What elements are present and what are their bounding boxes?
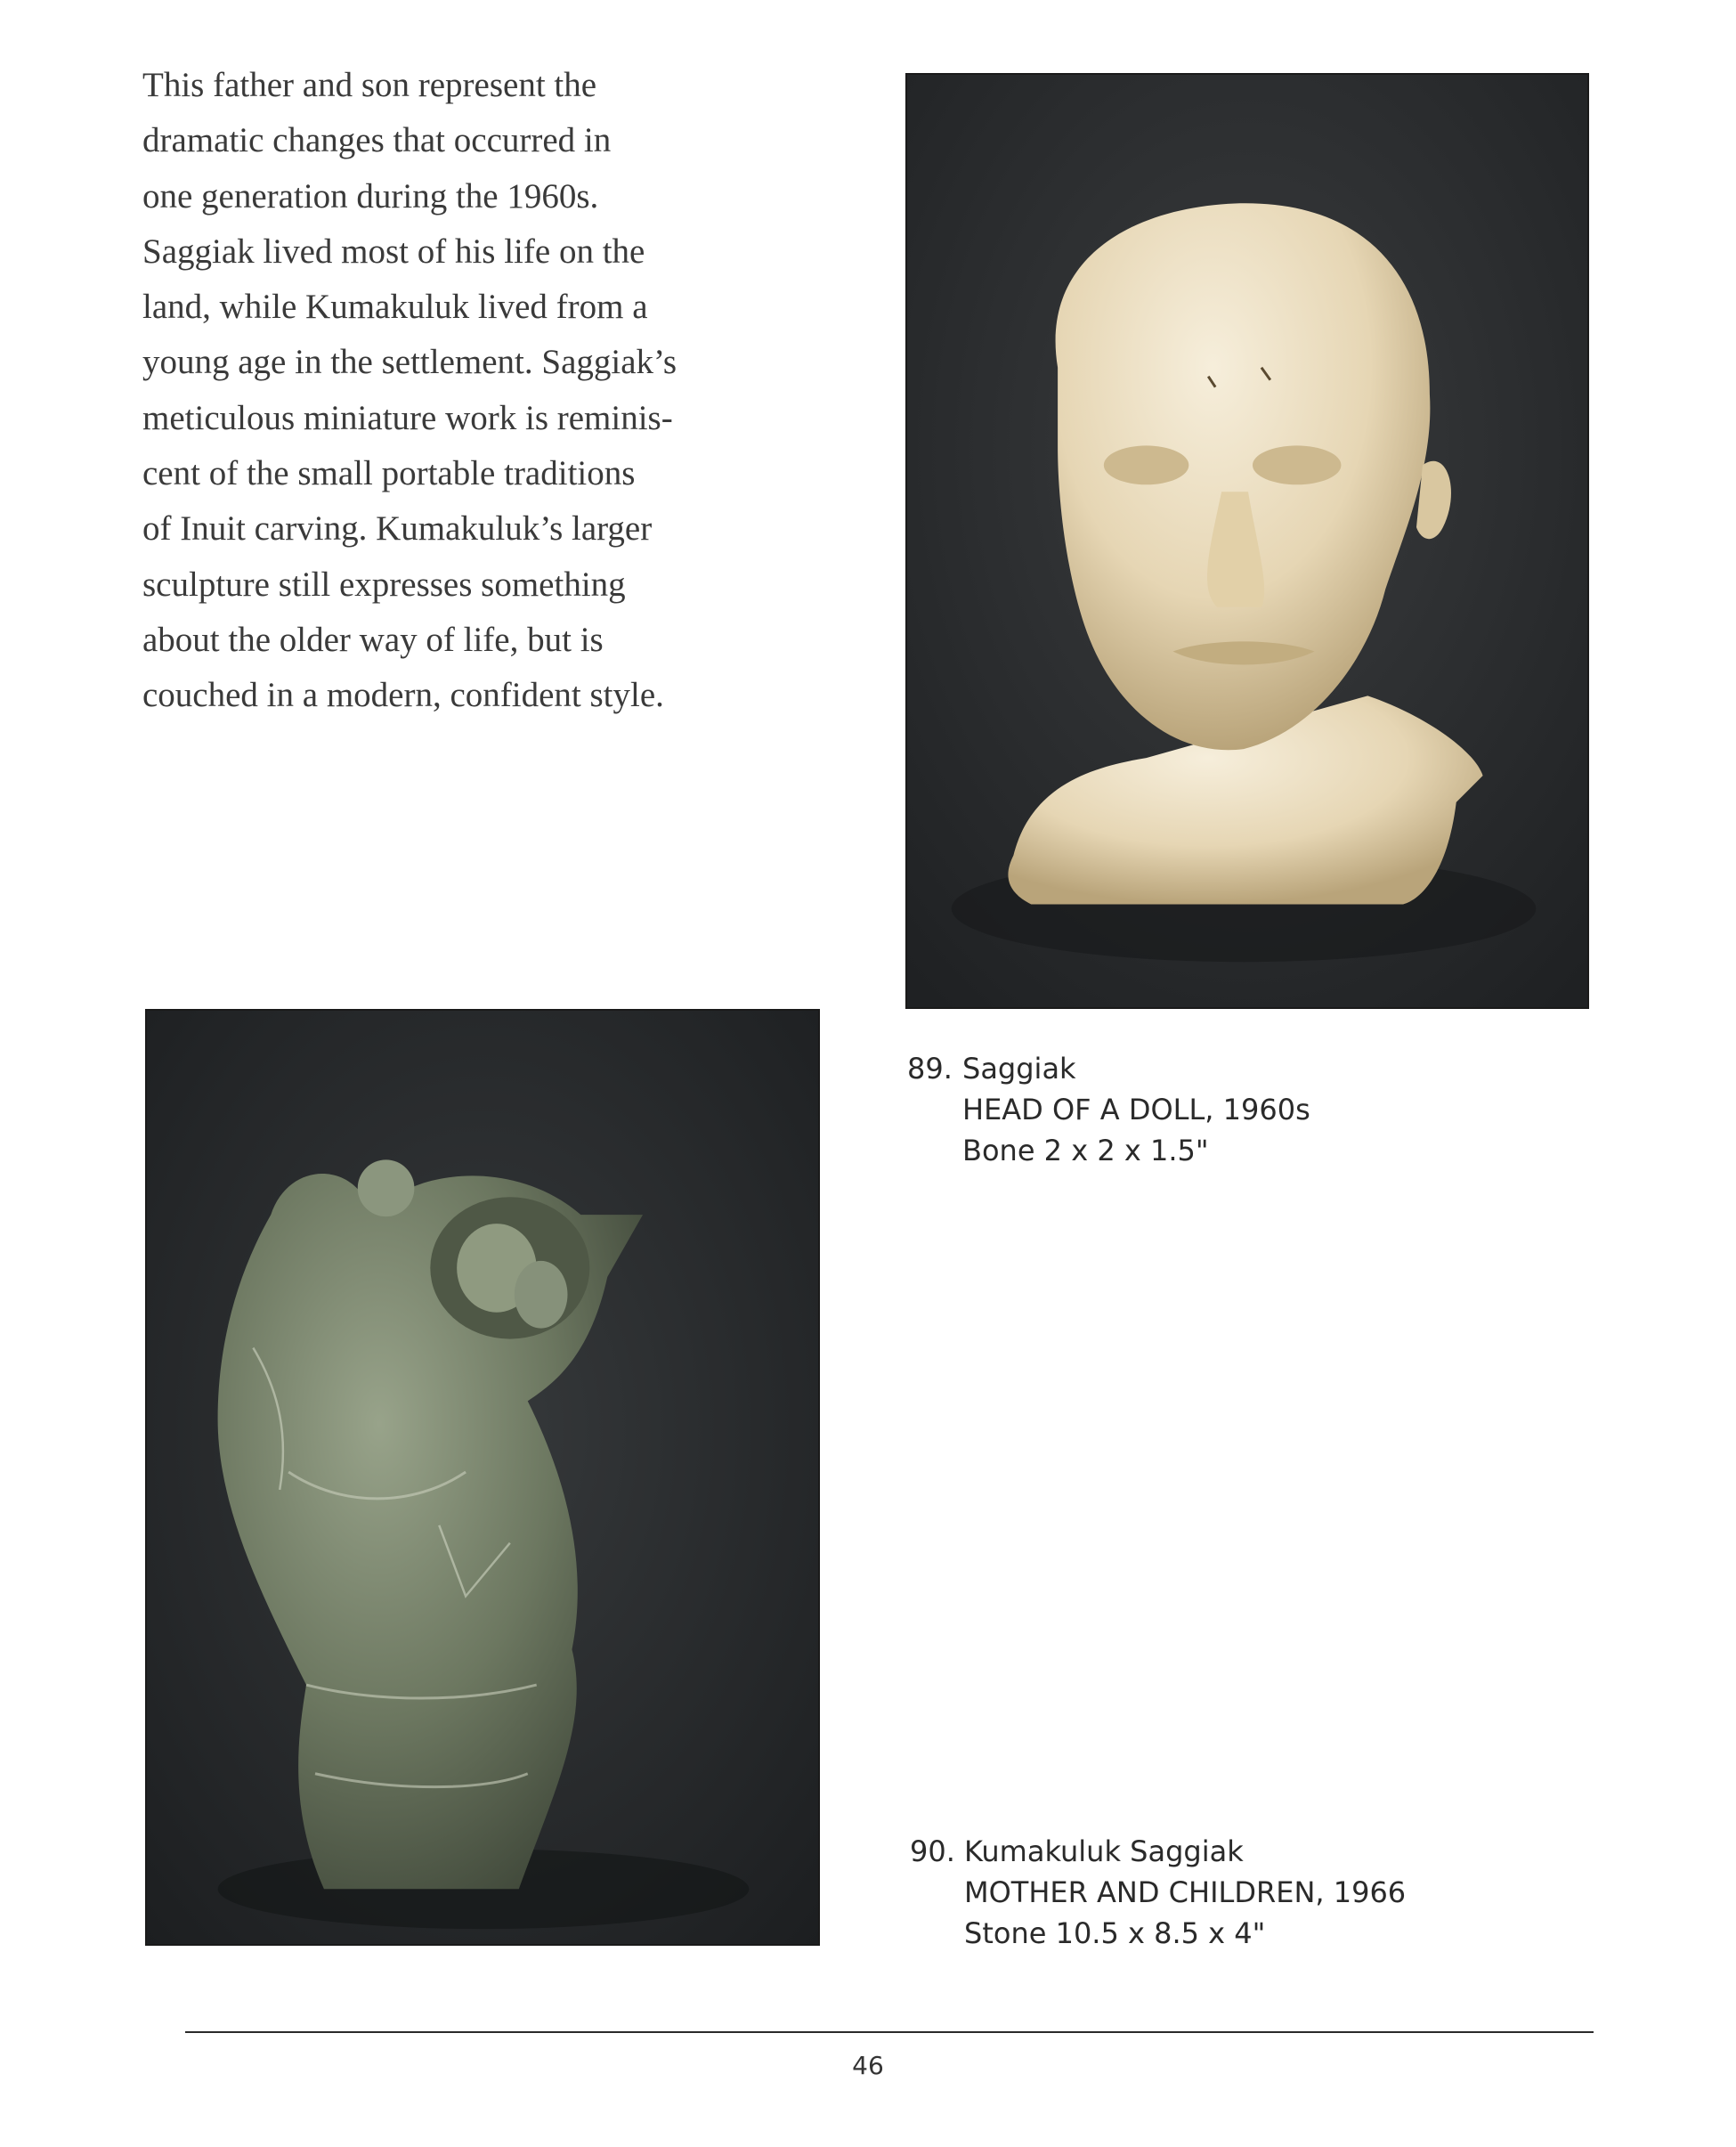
intro-line: land, while Kumakuluk lived from a <box>142 288 648 327</box>
intro-line: meticulous miniature work is reminis- <box>142 398 673 437</box>
intro-line: one generation during the 1960s. <box>142 176 599 216</box>
plate-title: MOTHER AND CHILDREN, 1966 <box>964 1875 1407 1909</box>
intro-line: Saggiak lived most of his life on the <box>142 232 645 271</box>
page-number: 46 <box>852 2051 884 2080</box>
plate-89-caption <box>907 1048 1310 1171</box>
plate-number: 89. <box>907 1052 953 1086</box>
intro-line: sculpture still expresses something <box>142 565 626 604</box>
intro-line: about the older way of life, but is <box>142 620 604 659</box>
intro-line: dramatic changes that occurred in <box>142 121 612 160</box>
plate-artist: Kumakuluk Saggiak <box>964 1834 1244 1868</box>
intro-line: of Inuit carving. Kumakuluk’s larger <box>142 509 653 549</box>
plate-medium: Stone 10.5 x 8.5 x 4" <box>964 1916 1266 1950</box>
bone-head-sculpture-photo <box>905 73 1589 1009</box>
intro-text <box>142 58 766 724</box>
intro-line: young age in the settlement. Saggiak’s <box>142 343 677 382</box>
intro-line: cent of the small portable traditions <box>142 454 636 493</box>
plate-title: HEAD OF A DOLL, 1960s <box>962 1093 1310 1126</box>
plate-number: 90. <box>910 1834 955 1868</box>
stone-mother-children-sculpture-photo <box>145 1009 820 1946</box>
plate-90-caption <box>910 1831 1406 1954</box>
plate-medium: Bone 2 x 2 x 1.5" <box>962 1134 1209 1167</box>
plate-artist: Saggiak <box>962 1052 1076 1086</box>
intro-line: couched in a modern, confident style. <box>142 676 664 715</box>
footer-rule <box>185 2031 1594 2033</box>
intro-line: This father and son represent the <box>142 66 597 104</box>
